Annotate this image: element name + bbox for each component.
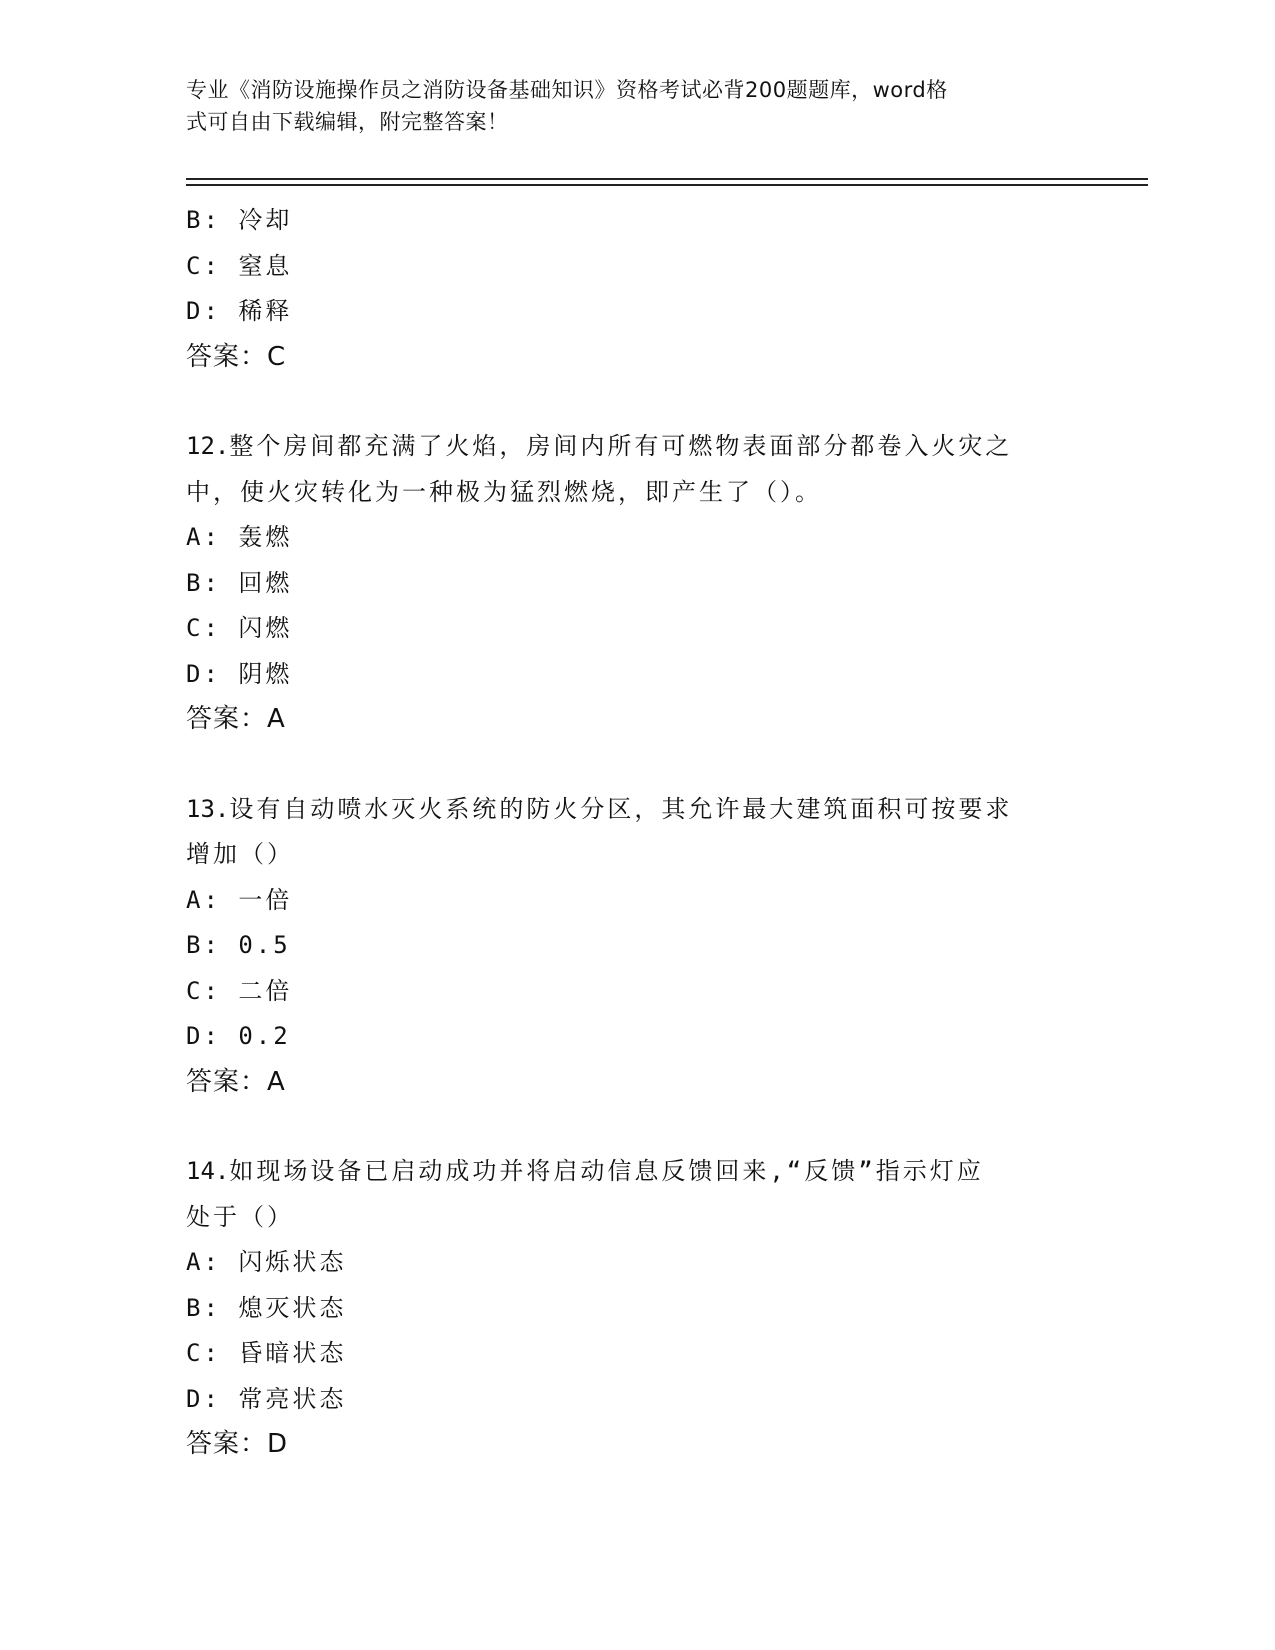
header-line-2: 式可自由下载编辑，附完整答案！ <box>186 110 509 134</box>
option-text: 0.2 <box>238 1022 291 1050</box>
question-12 <box>186 424 1146 743</box>
question-list <box>186 198 1146 1468</box>
question-stem: 设有自动喷水灭火系统的防火分区，其允许最大建筑面积可按要求 <box>229 794 1013 823</box>
option-text: 窒息 <box>238 251 293 280</box>
option-label: C: <box>186 976 221 1005</box>
document-page <box>186 70 1146 1468</box>
question-text-line-1 <box>186 787 1146 833</box>
answer-label: 答案： <box>186 1066 268 1097</box>
option-text: 熄灭状态 <box>238 1293 347 1322</box>
option-text: 0.5 <box>238 931 291 959</box>
option-label: D: <box>186 1384 221 1413</box>
document-header <box>186 74 1066 138</box>
answer-value: D <box>267 1429 289 1459</box>
option-text: 阴燃 <box>238 659 293 688</box>
question-13 <box>186 787 1146 1106</box>
option-d <box>186 1014 1146 1060</box>
continued-question <box>186 198 1146 380</box>
answer-label: 答案： <box>186 1429 268 1459</box>
option-d <box>186 289 1146 335</box>
answer-value: A <box>267 1066 286 1097</box>
answer-line <box>186 697 1146 743</box>
question-text-line-2: 增加（） <box>186 840 294 868</box>
question-number: 12. <box>186 432 230 460</box>
answer-line <box>186 335 1146 381</box>
option-text: 一倍 <box>238 885 293 914</box>
question-number: 13. <box>186 794 230 823</box>
header-divider <box>186 178 1148 186</box>
option-d <box>186 1377 1146 1423</box>
question-text-line-2: 中，使火灾转化为一种极为猛烈燃烧，即产生了（）。 <box>186 477 822 506</box>
answer-label: 答案： <box>186 704 268 734</box>
divider-line-top <box>186 178 1148 180</box>
option-label: A: <box>186 885 221 914</box>
option-c <box>186 606 1146 652</box>
option-c <box>186 1331 1146 1377</box>
option-c <box>186 969 1146 1015</box>
option-label: A: <box>186 523 221 551</box>
option-a <box>186 515 1146 561</box>
option-label: B: <box>186 931 221 959</box>
option-b <box>186 1286 1146 1332</box>
option-a <box>186 1240 1146 1286</box>
option-text: 二倍 <box>238 976 293 1005</box>
option-b <box>186 198 1146 244</box>
question-stem: 整个房间都充满了火焰，房间内所有可燃物表面部分都卷入火灾之 <box>229 432 1013 460</box>
option-d <box>186 652 1146 698</box>
option-text: 昏暗状态 <box>238 1339 347 1367</box>
option-label: A: <box>186 1248 221 1276</box>
question-text-line-2: 处于（） <box>186 1202 294 1231</box>
option-text: 常亮状态 <box>238 1384 347 1413</box>
option-text: 回燃 <box>238 568 293 597</box>
option-label: B: <box>186 1293 221 1322</box>
option-c <box>186 244 1146 290</box>
option-label: C: <box>186 614 221 642</box>
option-a <box>186 878 1146 924</box>
option-label: D: <box>186 1022 221 1050</box>
answer-line <box>186 1422 1146 1468</box>
answer-value: C <box>267 341 287 372</box>
question-number: 14. <box>186 1157 230 1185</box>
header-line-1: 专业《消防设施操作员之消防设备基础知识》资格考试必背200题题库，word格 <box>186 78 948 102</box>
divider-line-bottom <box>186 184 1148 186</box>
question-stem: 如现场设备已启动成功并将启动信息反馈回来,“反馈”指示灯应 <box>229 1157 984 1185</box>
option-label: C: <box>186 251 221 280</box>
option-label: D: <box>186 659 221 688</box>
question-text-line-1 <box>186 424 1146 470</box>
answer-label: 答案： <box>186 341 268 372</box>
option-text: 闪燃 <box>238 614 293 642</box>
option-label: D: <box>186 297 221 325</box>
option-b <box>186 923 1146 969</box>
option-text: 冷却 <box>238 206 293 234</box>
option-text: 轰燃 <box>238 523 293 551</box>
option-label: C: <box>186 1339 221 1367</box>
option-label: B: <box>186 568 221 597</box>
question-text-line-1 <box>186 1149 1146 1195</box>
option-text: 稀释 <box>238 297 293 325</box>
option-text: 闪烁状态 <box>238 1248 347 1276</box>
answer-value: A <box>267 704 286 734</box>
option-label: B: <box>186 206 221 234</box>
option-b <box>186 561 1146 607</box>
question-14 <box>186 1149 1146 1468</box>
answer-line <box>186 1060 1146 1106</box>
